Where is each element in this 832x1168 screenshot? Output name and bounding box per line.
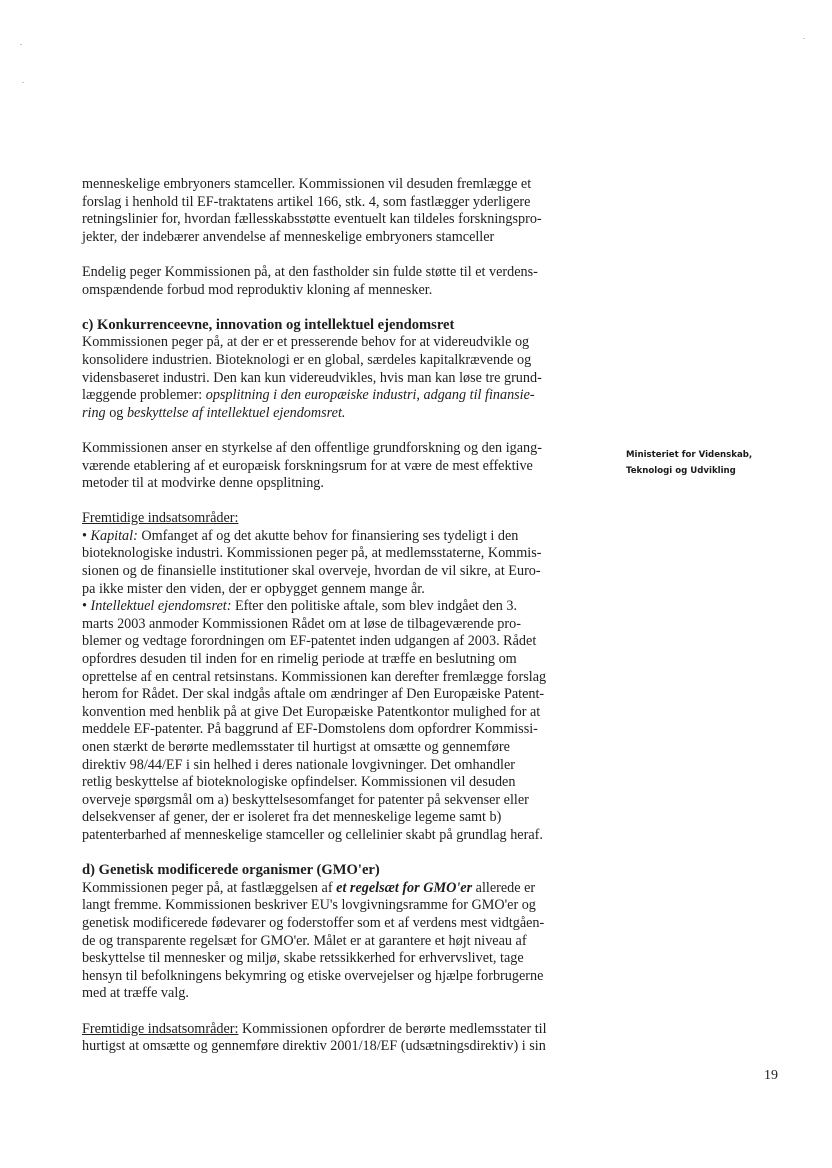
text-line: med at træffe valg.	[82, 985, 189, 1002]
text-line: opfordres desuden til inden for en rimelig periode at træffe en beslutning om	[82, 651, 517, 668]
text-line: omspændende forbud mod reproduktiv kloning af mennesker.	[82, 281, 433, 298]
section-d-heading: d) Genetisk modificerede organismer (GMO'er)	[82, 862, 380, 879]
section-c-heading: c) Konkurrenceevne, innovation og intellektuel ejendomsret	[82, 316, 455, 333]
text-line: og	[105, 404, 127, 421]
text-line: onen stærkt de berørte medlemsstater til hurtigst at omsætte og gennemføre	[82, 739, 510, 755]
paragraph-fragmentation	[82, 440, 602, 493]
bullet-icon: •	[82, 598, 91, 615]
margin-note-line: Ministeriet for Videnskab,	[626, 450, 753, 460]
text-line: beskyttelse til mennesker og miljø, skabe retssikkerhed for erhvervslivet, tage	[82, 950, 524, 967]
text-line: Kommissionen peger på, at fastlæggelsen af	[82, 879, 337, 896]
text-line: forslag i henhold til EF-traktatens artikel 166, stk. 4, som fastlægger yderligere	[82, 193, 531, 210]
italic-text: opsplitning i den europæiske industri, adgang til finansie-	[205, 387, 535, 404]
paragraph-cloning-ban	[82, 264, 602, 299]
italic-text: beskyttelse af intellektuel ejendomsret.	[126, 404, 346, 421]
text-line: Kommissionen peger på, at der er et presserende behov for at videreudvikle og	[82, 334, 530, 351]
text-line: menneskelige embryoners stamceller. Kommissionen vil desuden fremlægge et	[82, 176, 532, 192]
text-line: sionen og de finansielle institutioner skal overveje, hvordan de vil sikre, at Euro-	[82, 563, 541, 580]
italic-text: ring	[82, 404, 106, 421]
text-line: retningslinier for, hvordan fællesskabsstøtte eventuelt kan tildeles forskningspro-	[82, 211, 542, 228]
scan-speck	[20, 44, 22, 45]
text-line: delsekvenser af gener, der er isoleret fra det menneskelige legeme samt b)	[82, 809, 502, 826]
text-line: jekter, der indebærer anvendelse af menneskelige embryoners stamceller	[82, 228, 495, 245]
future-actions-label: Fremtidige indsatsområder:	[82, 510, 239, 527]
margin-note-line: Teknologi og Udvikling	[626, 466, 736, 476]
text-line: værende etablering af et europæisk forskningsrum for at være de mest effektive	[82, 457, 533, 474]
ministry-margin-note	[626, 447, 796, 479]
main-text-column	[82, 176, 602, 1056]
text-line: vidensbaseret industri. Den kan kun videreudvikles, hvis man kan løse tre grund-	[82, 369, 542, 386]
bullet-label-capital: Kapital:	[90, 527, 138, 544]
future-actions-d	[82, 1021, 602, 1056]
text-line: oprettelse af en central retsinstans. Kommissionen kan derefter fremlægge forslag	[82, 668, 547, 685]
text-line: genetisk modificerede fødevarer og foderstoffer som et af verdens mest vidtgåen-	[82, 914, 545, 931]
bullet-icon: •	[82, 527, 91, 544]
section-d	[82, 862, 602, 1003]
text-line: Kommissionen opfordrer de berørte medlemsstater til	[238, 1020, 547, 1037]
text-line: allerede er	[472, 879, 536, 896]
text-line: overveje spørgsmål om a) beskyttelsesomfanget for patenter på sekvenser eller	[82, 791, 529, 808]
text-line: langt fremme. Kommissionen beskriver EU's lovgivningsramme for GMO'er og	[82, 897, 536, 914]
text-line: hurtigst at omsætte og gennemføre direktiv 2001/18/EF (udsætningsdirektiv) i sin	[82, 1038, 546, 1055]
text-line: bioteknologiske industri. Kommissionen peger på, at medlemsstaterne, Kommis-	[82, 545, 542, 562]
future-actions-label: Fremtidige indsatsområder:	[82, 1020, 239, 1037]
scan-speck	[22, 82, 24, 83]
text-line: meddele EF-patenter. På baggrund af EF-Domstolens dom opfordrer Kommissi-	[82, 721, 538, 738]
text-line: retlig beskyttelse af bioteknologiske opfindelser. Kommissionen vil desuden	[82, 774, 516, 791]
bold-italic-text: et regelsæt for GMO'er	[336, 879, 473, 896]
text-line: læggende problemer:	[82, 387, 206, 404]
section-c	[82, 317, 602, 423]
text-line: direktiv 98/44/EF i sin helhed i deres nationale lovgivninger. Det omhandler	[82, 756, 516, 773]
bullet-label-ip: Intellektuel ejendomsret:	[90, 598, 232, 615]
scan-speck	[803, 38, 805, 39]
text-line: Kommissionen anser en styrkelse af den offentlige grundforskning og den igang-	[82, 439, 542, 456]
text-line: metoder til at modvirke denne opsplitning.	[82, 475, 324, 492]
text-line: Omfanget af og det akutte behov for finansiering ses tydeligt i den	[137, 527, 519, 544]
text-line: pa ikke mister den viden, der er opbygget gennem mange år.	[82, 580, 425, 597]
page-number: 19	[764, 1068, 778, 1083]
text-line: Endelig peger Kommissionen på, at den fastholder sin fulde støtte til et verdens-	[82, 263, 538, 280]
text-line: konvention med henblik på at give Det Europæiske Patentkontor mulighed for at	[82, 703, 541, 720]
text-line: blemer og vedtage forordningen om EF-patentet inden udgangen af 2003. Rådet	[82, 633, 537, 650]
text-line: hensyn til befolkningens bekymring og etiske overvejelser og hjælpe forbrugerne	[82, 967, 544, 984]
text-line: marts 2003 anmoder Kommissionen Rådet om at løse de tilbageværende pro-	[82, 615, 521, 632]
text-line: patenterbarhed af menneskelige stamceller og cellelinier skabt på grundlag heraf.	[82, 826, 543, 843]
paragraph-stem-cells	[82, 176, 602, 246]
text-line: de og transparente regelsæt for GMO'er. Målet er at garantere et højt niveau af	[82, 932, 527, 949]
future-actions-c	[82, 510, 602, 844]
text-line: herom for Rådet. Der skal indgås aftale om ændringer af Den Europæiske Patent-	[82, 686, 545, 703]
text-line: Efter den politiske aftale, som blev indgået den 3.	[231, 598, 518, 615]
text-line: konsolidere industrien. Bioteknologi er en global, særdeles kapitalkrævende og	[82, 351, 532, 368]
